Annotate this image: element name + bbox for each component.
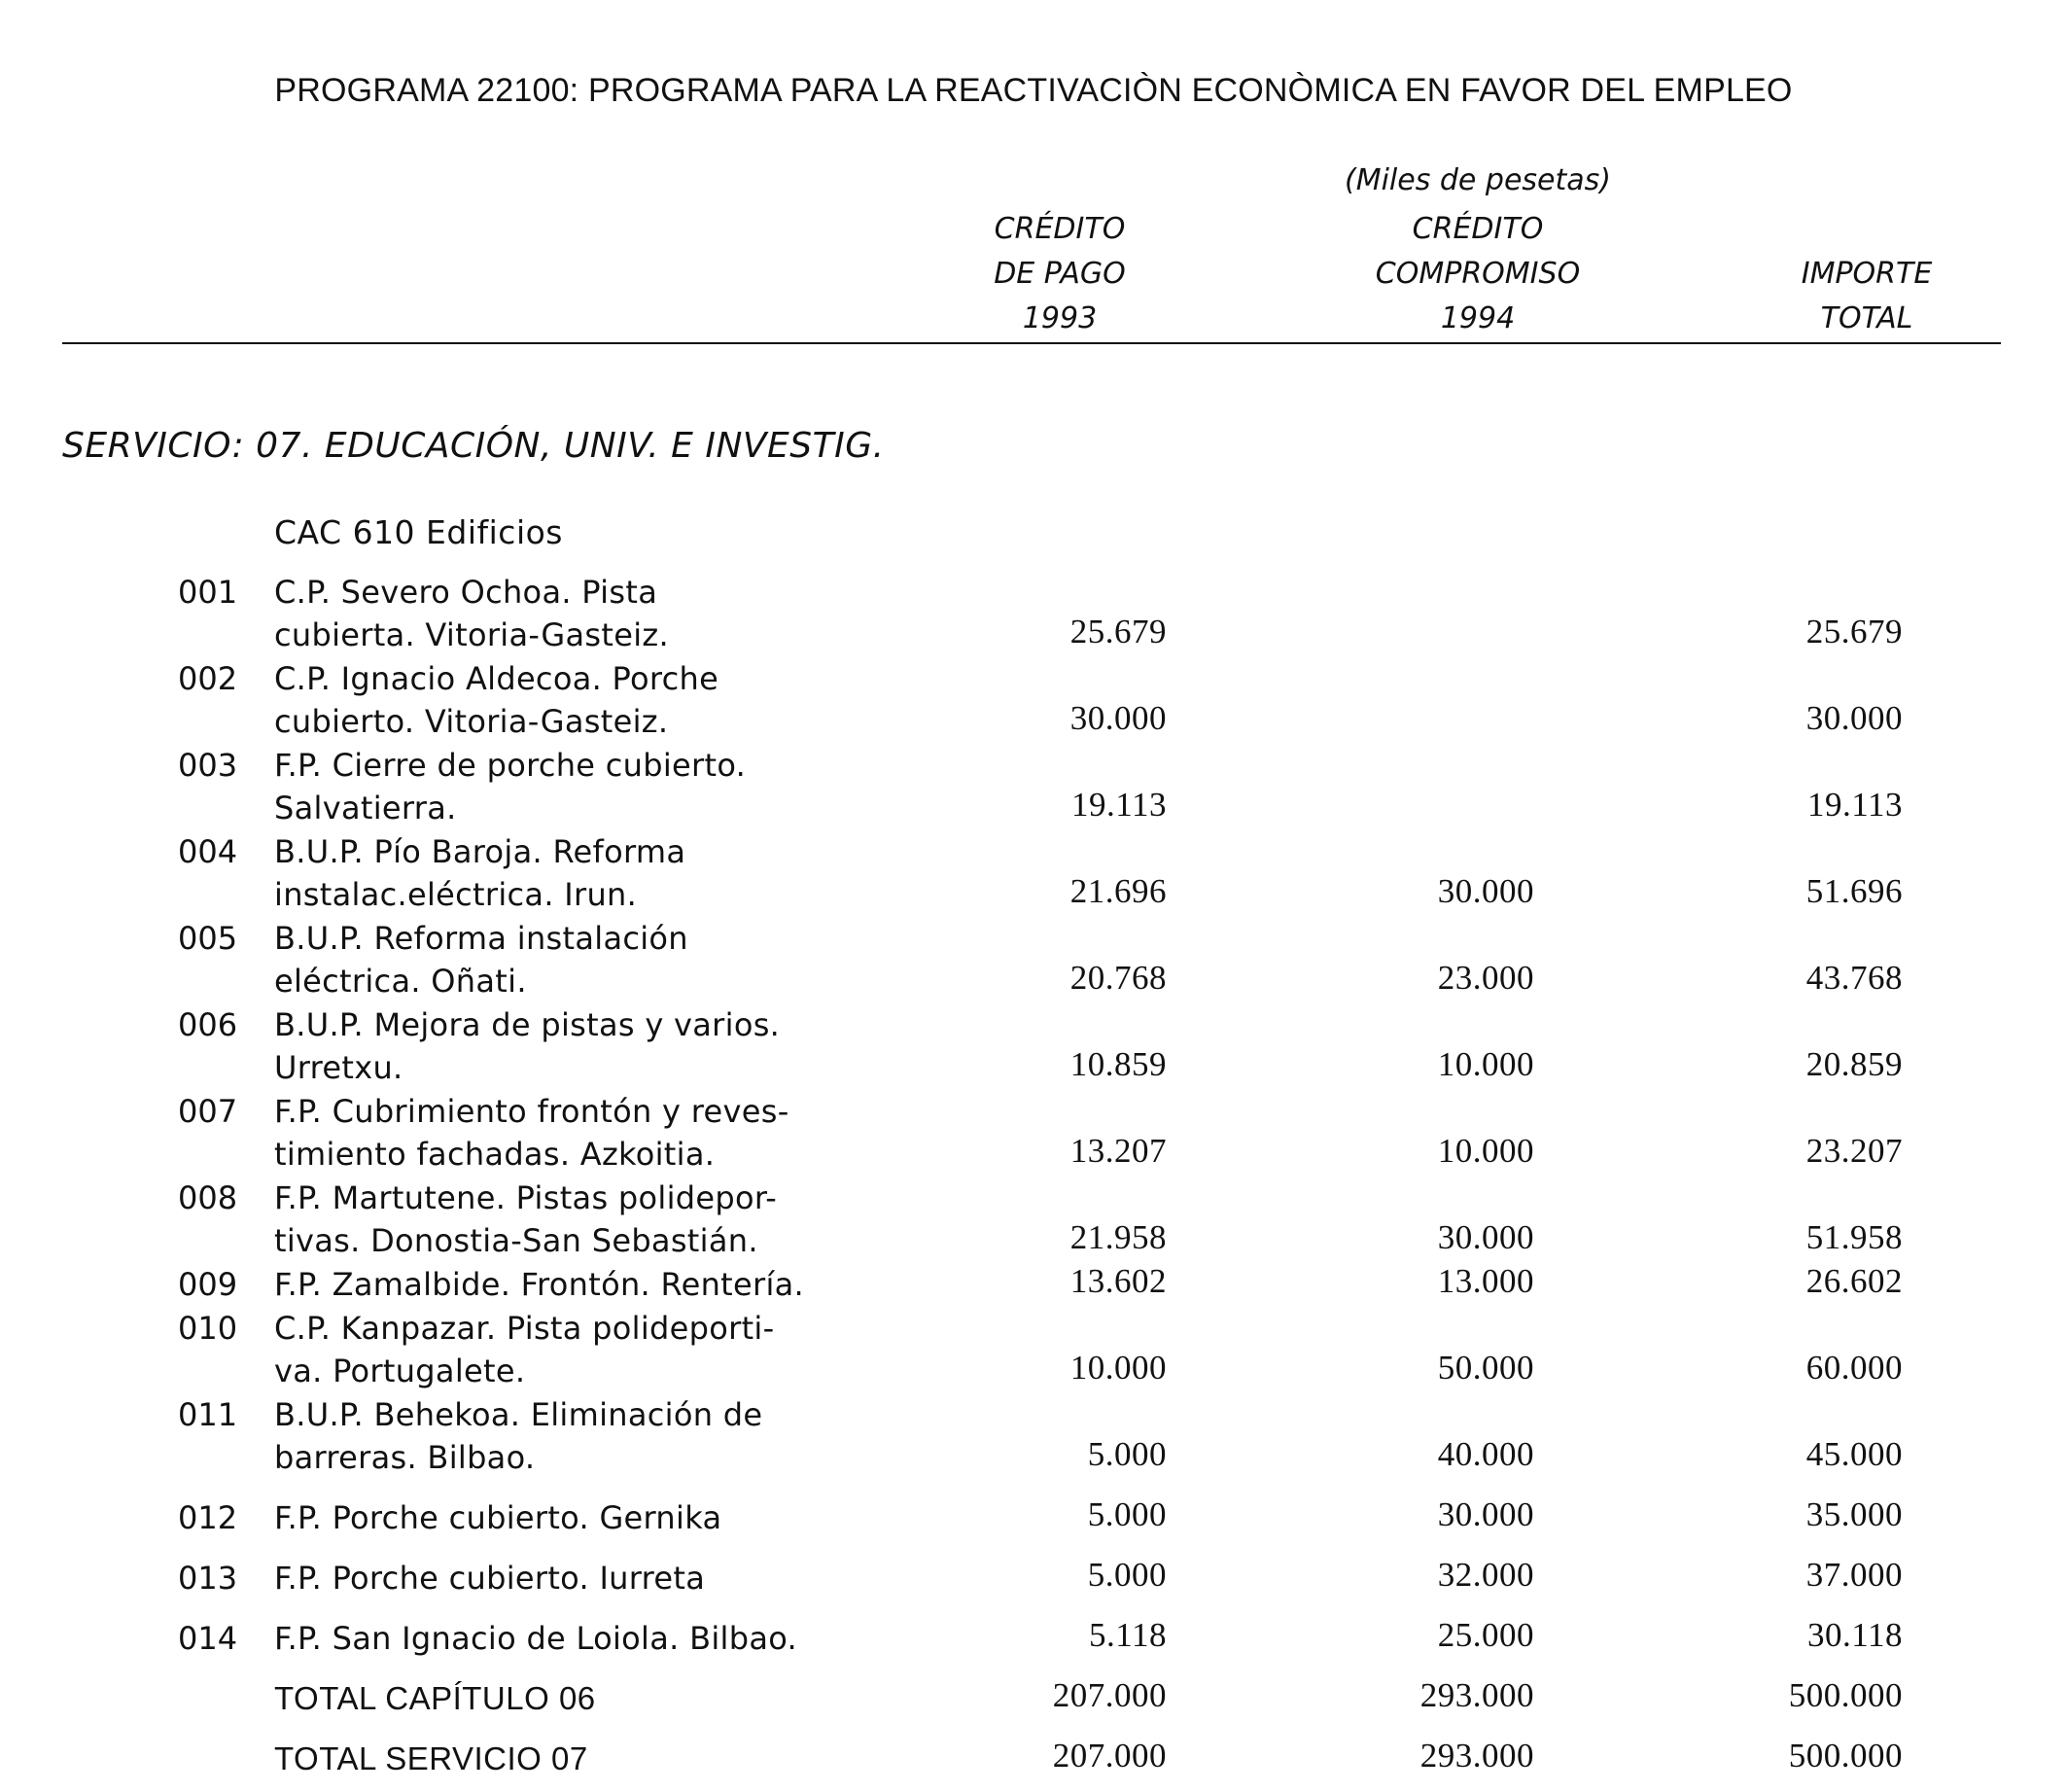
- cac-heading: CAC 610 Edificios: [274, 513, 563, 551]
- importe-total-value: 51.696: [1805, 872, 1903, 910]
- total-importe: 500.000: [1788, 1737, 1903, 1774]
- row-description: B.U.P. Reforma instalación: [274, 920, 688, 957]
- importe-total-value: 23.207: [1805, 1132, 1903, 1170]
- page-title: PROGRAMA 22100: PROGRAMA PARA LA REACTIVACIÒN ECONÒMICA EN FAVOR DEL EMPLEO: [274, 72, 1793, 109]
- col3-header-line1: IMPORTE: [1801, 257, 1933, 291]
- row-description-continued: cubierta. Vitoria-Gasteiz.: [274, 616, 669, 653]
- credito-pago-value: 21.696: [1069, 872, 1167, 910]
- row-description-continued: cubierto. Vitoria-Gasteiz.: [274, 703, 669, 740]
- row-code: 007: [178, 1093, 238, 1130]
- row-description-continued: eléctrica. Oñati.: [274, 963, 527, 1000]
- row-description-continued: timiento fachadas. Azkoitia.: [274, 1136, 716, 1173]
- col2-header-line3: 1994: [1440, 301, 1516, 335]
- credito-pago-value: 10.000: [1069, 1349, 1167, 1387]
- importe-total-value: 30.118: [1807, 1616, 1903, 1654]
- credito-pago-value: 5.000: [1087, 1495, 1167, 1533]
- credito-pago-value: 19.113: [1071, 786, 1167, 824]
- row-description: B.U.P. Mejora de pistas y varios.: [274, 1006, 781, 1043]
- row-description-continued: va. Portugalete.: [274, 1353, 526, 1389]
- importe-total-value: 25.679: [1805, 613, 1903, 650]
- row-code: 011: [178, 1396, 238, 1433]
- credito-pago-value: 5.000: [1087, 1435, 1167, 1473]
- row-description: F.P. Cubrimiento frontón y reves-: [274, 1093, 789, 1130]
- row-code: 001: [178, 574, 238, 611]
- importe-total-value: 37.000: [1805, 1556, 1903, 1594]
- col2-header-line1: CRÉDITO: [1412, 212, 1544, 246]
- credito-compromiso-value: 25.000: [1437, 1616, 1534, 1654]
- row-description: F.P. Martutene. Pistas polidepor-: [274, 1179, 778, 1216]
- credito-pago-value: 13.207: [1069, 1132, 1167, 1170]
- row-description: F.P. Porche cubierto. Iurreta: [274, 1560, 706, 1597]
- row-code: 014: [178, 1620, 238, 1657]
- row-description-continued: tivas. Donostia-San Sebastián.: [274, 1222, 758, 1259]
- row-description: F.P. San Ignacio de Loiola. Bilbao.: [274, 1620, 798, 1657]
- credito-compromiso-value: 30.000: [1437, 1218, 1534, 1256]
- row-code: 004: [178, 833, 238, 870]
- importe-total-value: 30.000: [1805, 699, 1903, 737]
- credito-compromiso-value: 10.000: [1437, 1132, 1534, 1170]
- row-description: C.P. Kanpazar. Pista polideporti-: [274, 1310, 775, 1347]
- credito-compromiso-value: 30.000: [1437, 872, 1534, 910]
- importe-total-value: 26.602: [1805, 1262, 1903, 1300]
- credito-compromiso-value: 50.000: [1437, 1349, 1534, 1387]
- importe-total-value: 51.958: [1805, 1218, 1903, 1256]
- credito-pago-value: 5.000: [1087, 1556, 1167, 1594]
- row-description-continued: Salvatierra.: [274, 790, 457, 826]
- header-divider: [62, 342, 2001, 344]
- row-description-continued: instalac.eléctrica. Irun.: [274, 876, 638, 913]
- total-credito-compromiso: 293.000: [1419, 1676, 1534, 1714]
- credito-pago-value: 30.000: [1069, 699, 1167, 737]
- row-description: F.P. Porche cubierto. Gernika: [274, 1499, 722, 1536]
- importe-total-value: 35.000: [1805, 1495, 1903, 1533]
- row-description: C.P. Ignacio Aldecoa. Porche: [274, 660, 719, 697]
- credito-pago-value: 25.679: [1069, 613, 1167, 650]
- row-description-continued: barreras. Bilbao.: [274, 1439, 536, 1476]
- row-description-continued: Urretxu.: [274, 1049, 403, 1086]
- credito-pago-value: 20.768: [1069, 959, 1167, 997]
- credito-pago-value: 10.859: [1069, 1045, 1167, 1083]
- importe-total-value: 60.000: [1805, 1349, 1903, 1387]
- row-code: 009: [178, 1266, 238, 1303]
- credito-compromiso-value: 40.000: [1437, 1435, 1534, 1473]
- row-code: 006: [178, 1006, 238, 1043]
- row-code: 005: [178, 920, 238, 957]
- row-description: C.P. Severo Ochoa. Pista: [274, 574, 658, 611]
- credito-compromiso-value: 30.000: [1437, 1495, 1534, 1533]
- col1-header-line3: 1993: [1022, 301, 1098, 335]
- credito-compromiso-value: 13.000: [1437, 1262, 1534, 1300]
- row-description: B.U.P. Pío Baroja. Reforma: [274, 833, 686, 870]
- credito-pago-value: 13.602: [1069, 1262, 1167, 1300]
- row-description: B.U.P. Behekoa. Eliminación de: [274, 1396, 763, 1433]
- importe-total-value: 20.859: [1805, 1045, 1903, 1083]
- servicio-heading: SERVICIO: 07. EDUCACIÓN, UNIV. E INVESTIG.: [62, 426, 885, 466]
- credito-pago-value: 5.118: [1089, 1616, 1167, 1654]
- row-description: F.P. Zamalbide. Frontón. Rentería.: [274, 1266, 805, 1303]
- total-credito-pago: 207.000: [1052, 1676, 1167, 1714]
- importe-total-value: 43.768: [1805, 959, 1903, 997]
- credito-compromiso-value: 32.000: [1437, 1556, 1534, 1594]
- row-code: 003: [178, 747, 238, 784]
- row-code: 010: [178, 1310, 238, 1347]
- total-importe: 500.000: [1788, 1676, 1903, 1714]
- credito-compromiso-value: 10.000: [1437, 1045, 1534, 1083]
- importe-total-value: 45.000: [1805, 1435, 1903, 1473]
- row-code: 012: [178, 1499, 238, 1536]
- col2-header-line2: COMPROMISO: [1375, 257, 1581, 291]
- row-description: F.P. Cierre de porche cubierto.: [274, 747, 747, 784]
- importe-total-value: 19.113: [1807, 786, 1903, 824]
- row-code: 013: [178, 1560, 238, 1597]
- units-label: (Miles de pesetas): [1345, 163, 1611, 197]
- row-code: 002: [178, 660, 238, 697]
- total-credito-compromiso: 293.000: [1419, 1737, 1534, 1774]
- credito-pago-value: 21.958: [1069, 1218, 1167, 1256]
- total-credito-pago: 207.000: [1052, 1737, 1167, 1774]
- credito-compromiso-value: 23.000: [1437, 959, 1534, 997]
- col1-header-line1: CRÉDITO: [994, 212, 1126, 246]
- col3-header-line2: TOTAL: [1820, 301, 1913, 335]
- total-label: TOTAL CAPÍTULO 06: [274, 1680, 596, 1716]
- row-code: 008: [178, 1179, 238, 1216]
- total-label: TOTAL SERVICIO 07: [274, 1740, 588, 1776]
- col1-header-line2: DE PAGO: [994, 257, 1126, 291]
